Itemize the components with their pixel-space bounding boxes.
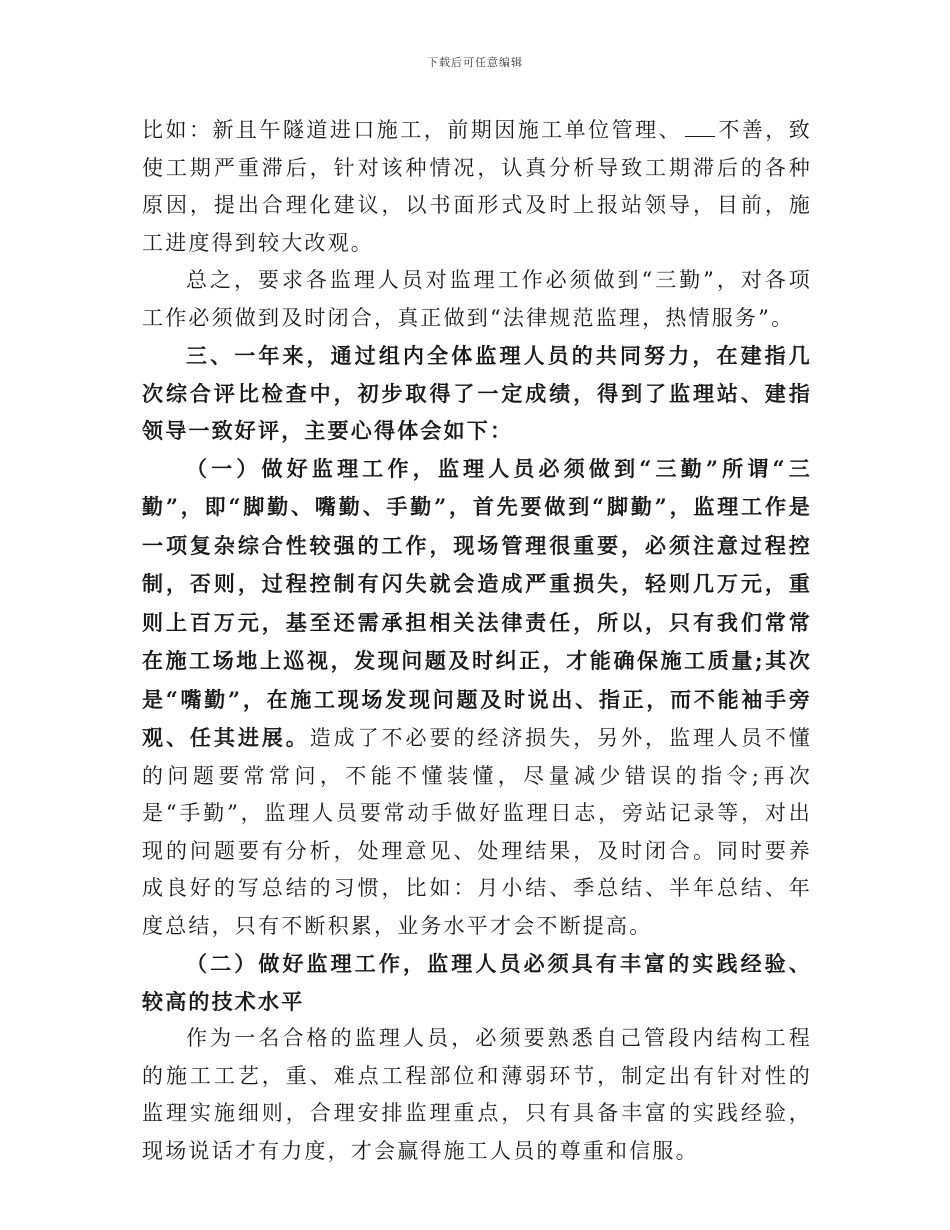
paragraph-bold-text: （一）做好监理工作，监理人员必须做到“三勤”所谓“三勤”，即“脚勤、嘴勤、手勤”，首先要做到“脚勤”，监理工作是一项复杂综合性较强的工作，现场管理很重要，必须注意过程控制，否则，过程控制有闪失就会造成严重损失，轻则几万元，重则上百万元，基至还需承担相关法律责任，所以，只有我们常常在施工场地上巡视，发现问题及时纠正，才能确保施工质量;其次是“嘴勤”，在施工现场发现问题及时说出、指正，而不能袖手旁观、任其进展。 (142, 455, 812, 750)
subsection-heading-two: （二）做好监理工作，监理人员必须具有丰富的实践经验、较高的技术水平 (142, 951, 812, 1014)
paragraph-construction-example (142, 112, 812, 262)
paragraph-three-diligences (142, 450, 812, 946)
page-header: 下载后可任意编辑 (427, 56, 523, 69)
paragraph-text: 造成了不必要的经济损失，另外，监理人员不懂的问题要常常问，不能不懂装懂，尽量减少错误的指令;再次是“手勤”，监理人员要常动手做好监理日志，旁站记录等，对出现的问题要有分析，处理意见、处理结果，及时闭合。同时要养成良好的写总结的习惯，比如：月小结、季总结、半年总结、年度总结，只有不断积累，业务水平才会不断提高。 (142, 726, 812, 938)
paragraph-summary: 总之，要求各监理人员对监理工作必须做到“三勤”，对各项工作必须做到及时闭合，真正做到“法律规范监理，热情服务”。 (142, 268, 812, 330)
section-heading-three: 三、一年来，通过组内全体监理人员的共同努力，在建指几次综合评比检查中，初步取得了一定成绩，得到了监理站、建指领导一致好评，主要心得体会如下： (142, 343, 812, 443)
document-body (142, 112, 812, 1170)
paragraph-text: 不善，致使工期严重滞后，针对该种情况，认真分析导致工期滞后的各种原因，提出合理化建议，以书面形式及时上报站领导，目前，施工进度得到较大改观。 (142, 118, 812, 255)
paragraph-experience: 作为一名合格的监理人员，必须要熟悉自己管段内结构工程的施工工艺，重、难点工程部位和薄弱环节，制定出有针对性的监理实施细则，合理安排监理重点，只有具备丰富的实践经验，现场说话才有力度，才会赢得施工人员的尊重和信服。 (142, 1026, 812, 1163)
fill-in-blank (685, 118, 715, 137)
paragraph-text: 比如：新且午隧道进口施工，前期因施工单位管理、 (142, 118, 683, 142)
